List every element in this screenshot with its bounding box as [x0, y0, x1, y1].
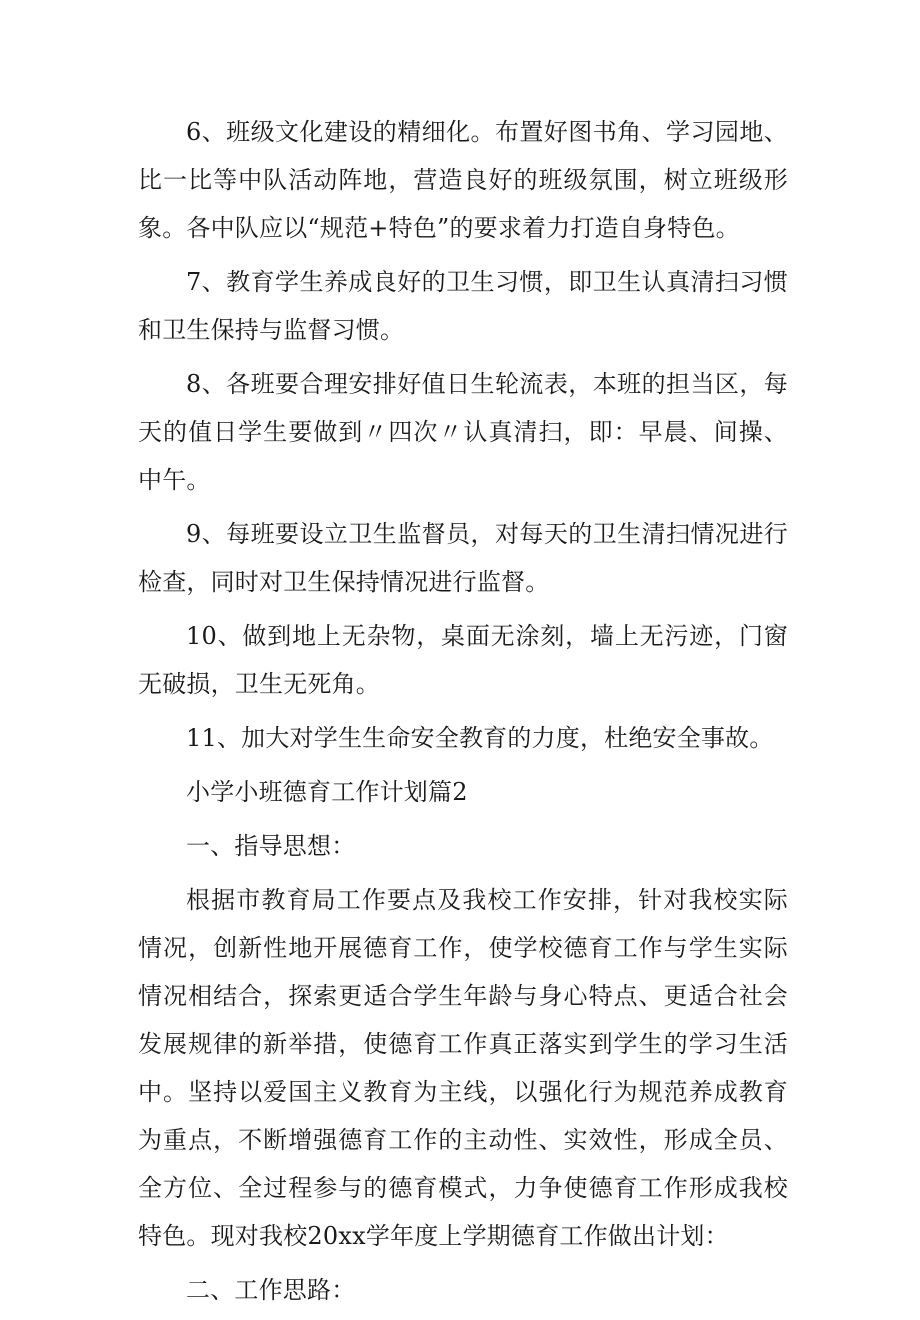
paragraph-item-8: 8、各班要合理安排好值日生轮流表，本班的担当区，每天的值日学生要做到〃四次〃认真清扫，即：早晨、间操、中午。 [138, 370, 788, 494]
paragraph-item-9: 9、每班要设立卫生监督员，对每天的卫生清扫情况进行检查，同时对卫生保持情况进行监督。 [138, 520, 788, 596]
paragraph-item-7: 7、教育学生养成良好的卫生习惯，即卫生认真清扫习惯和卫生保持与监督习惯。 [138, 268, 788, 344]
paragraph-item-6: 6、班级文化建设的精细化。布置好图书角、学习园地、比一比等中队活动阵地，营造良好的班级氛围，树立班级形象。各中队应以“规范+特色”的要求着力打造自身特色。 [138, 118, 788, 242]
paragraph-guiding-thought: 根据市教育局工作要点及我校工作安排，针对我校实际情况，创新性地开展德育工作，使学校德育工作与学生实际情况相结合，探索更适合学生年龄与身心特点、更适合社会发展规律的新举措，使德育工作真正落实到学生的学习生活中。坚持以爱国主义教育为主线，以强化行为规范养成教育为重点，不断增强德育工作的主动性、实效性，形成全员、全方位、全过程参与的德育模式，力争使德育工作形成我校特色。现对我校20xx学年度上学期德育工作做出计划： [138, 886, 788, 1250]
paragraph-item-11: 11、加大对学生生命安全教育的力度，杜绝安全事故。 [186, 724, 774, 752]
section-title: 小学小班德育工作计划篇2 [186, 778, 468, 806]
heading-work-approach: 二、工作思路： [186, 1276, 356, 1304]
document-body [138, 108, 788, 1320]
paragraph-item-10: 10、做到地上无杂物，桌面无涂刻，墙上无污迹，门窗无破损，卫生无死角。 [138, 622, 788, 698]
heading-guiding-thought: 一、指导思想： [186, 832, 356, 860]
